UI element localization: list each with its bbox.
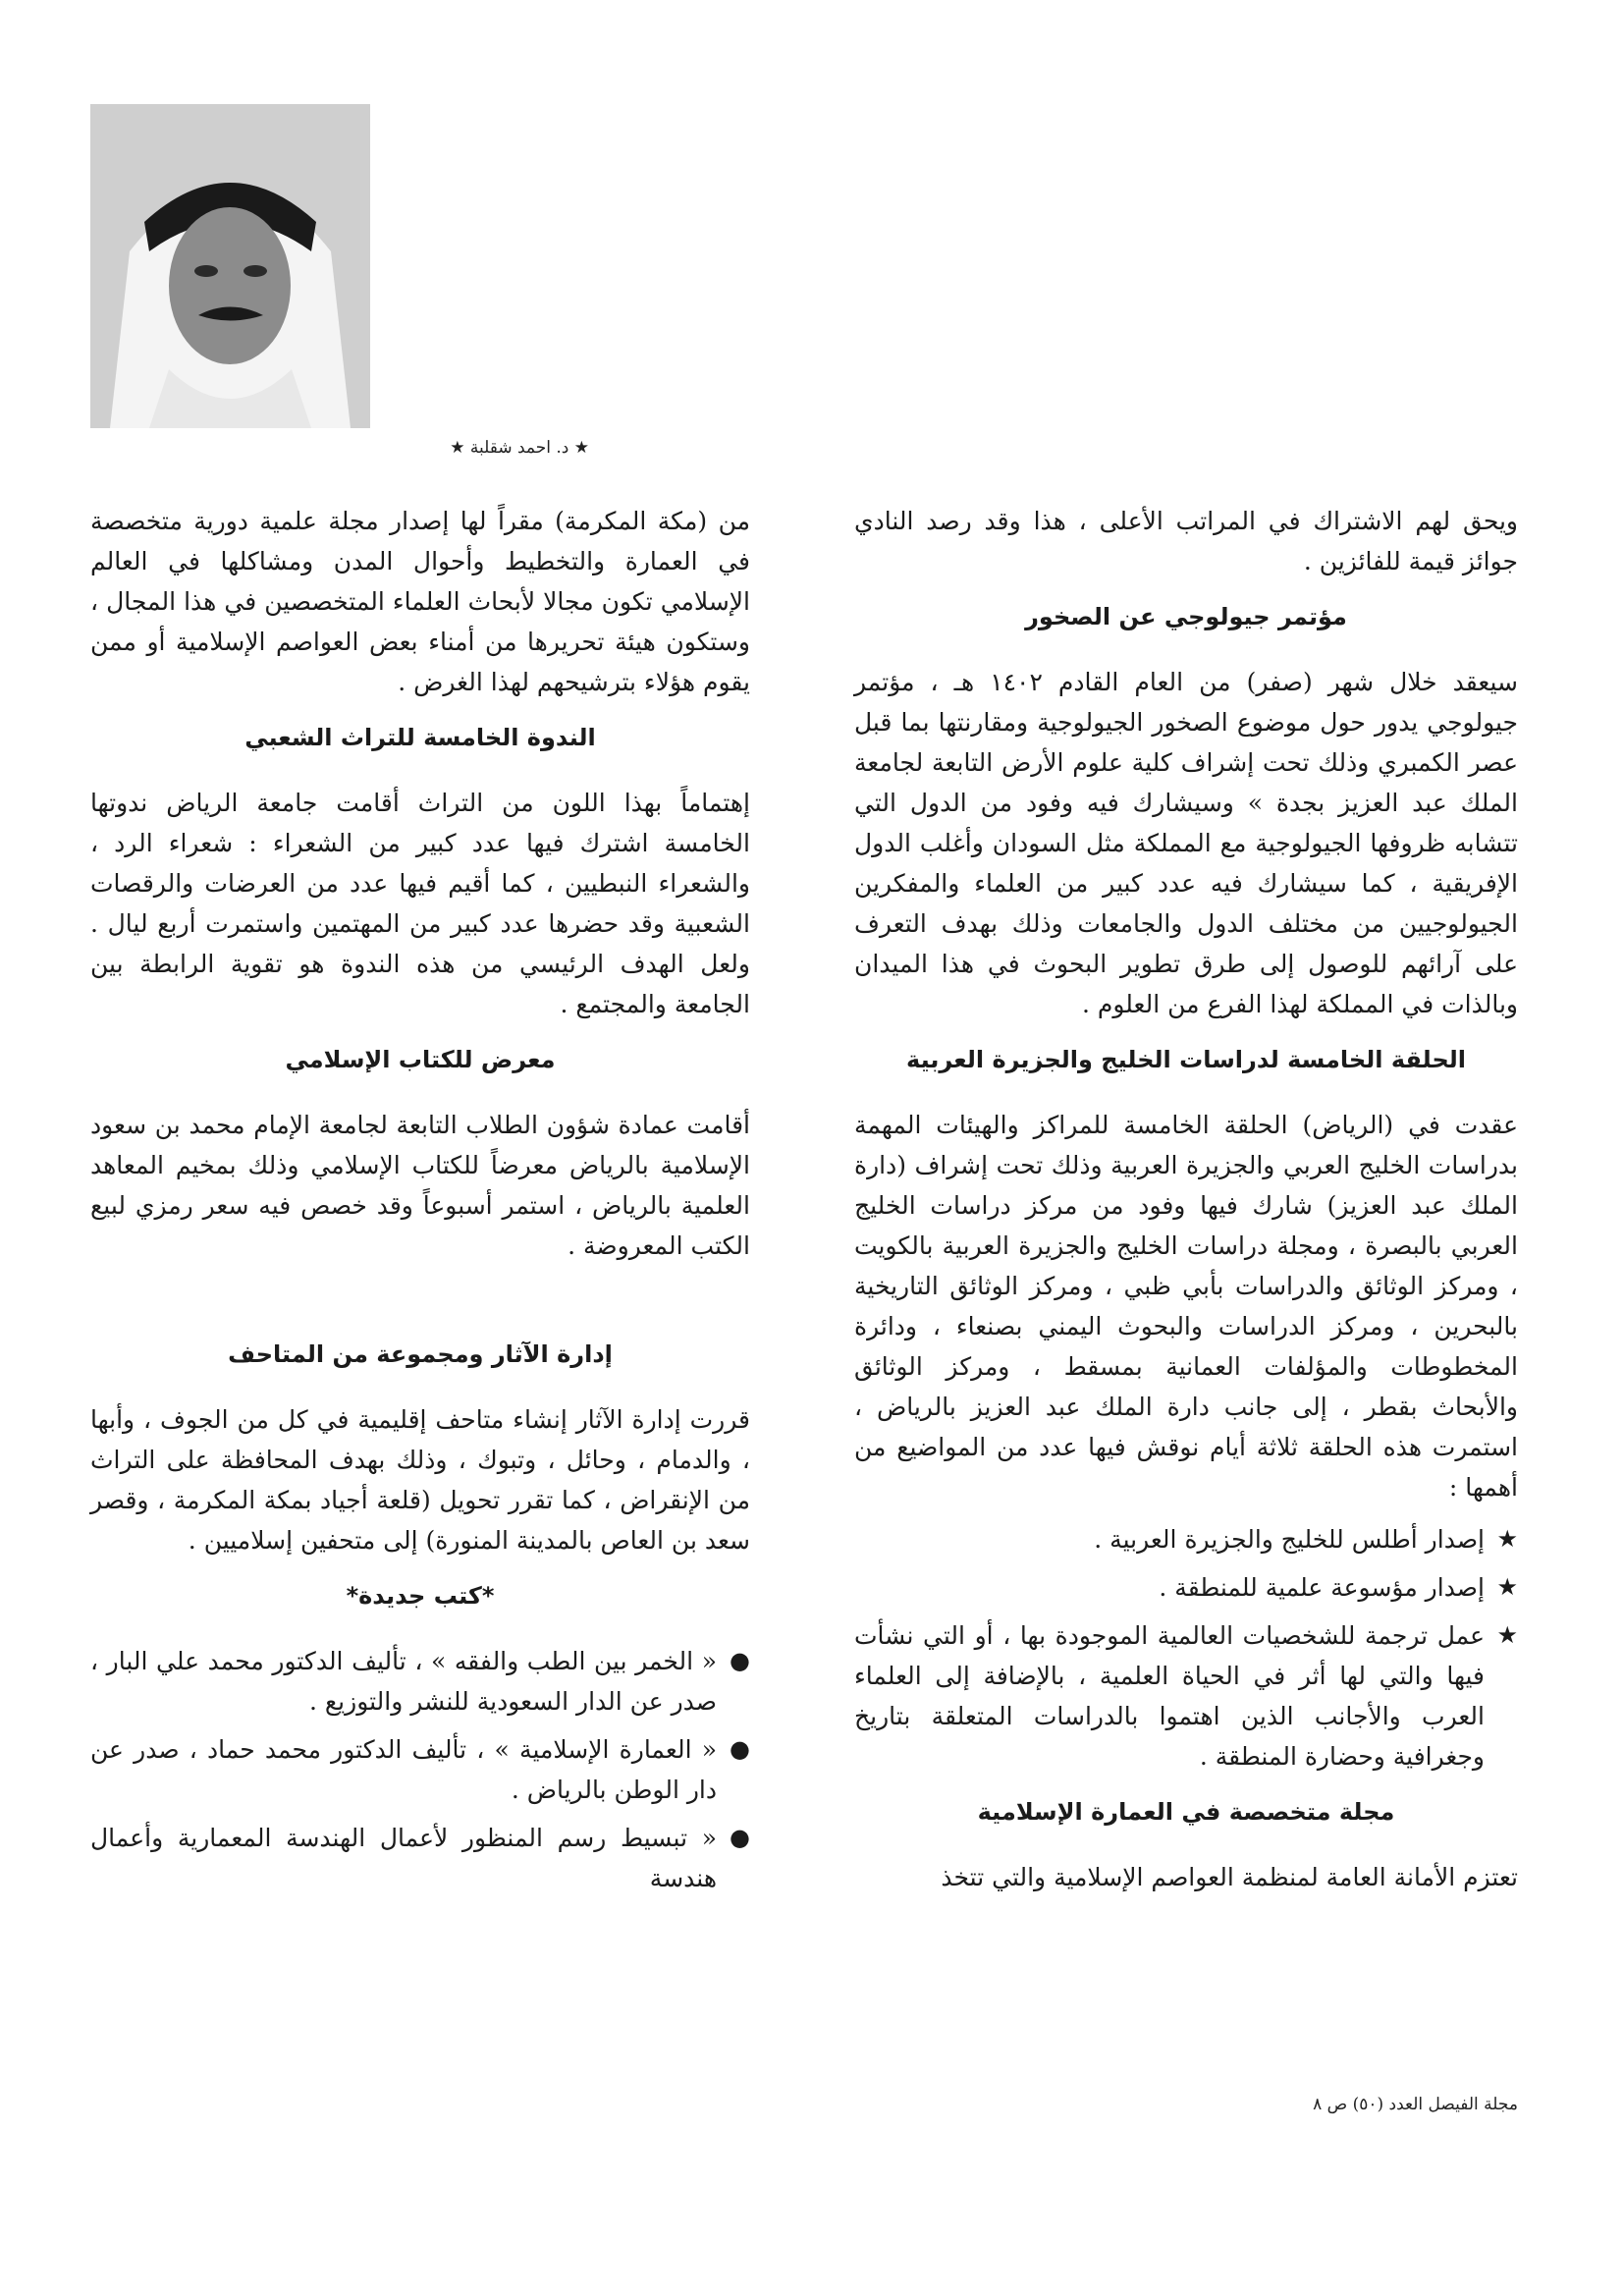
folk-heritage-paragraph: إهتماماً بهذا اللون من التراث أقامت جامعة الرياض ندوتها الخامسة اشترك فيها عدد كبير من الشعراء : شعراء الرد ، والشعراء النبطيين ، كما أقيم فيها عدد من العرضات والرقصات الشعبية وقد حضرها عدد كبير من المهتمين واستمرت أربع ليال . ولعل الهدف الرئيسي من هذه الندوة هو تقوية الرابطة بين الجامعة والمجتمع . — [90, 789, 750, 1018]
star-icon: ★ — [1496, 1525, 1518, 1553]
right-column — [854, 501, 1518, 1909]
intro-paragraph: ويحق لهم الاشتراك في المراتب الأعلى ، هذا وقد رصد النادي جوائز قيمة للفائزين . — [854, 507, 1518, 575]
star-icon: ★ — [1496, 1573, 1518, 1601]
gulf-topics-list — [854, 1519, 1518, 1777]
bullet-dot-icon: ● — [730, 1824, 750, 1851]
antiquities-paragraph: قررت إدارة الآثار إنشاء متاحف إقليمية في كل من الجوف ، وأبها ، والدمام ، وحائل ، وتبوك ، وذلك بهدف المحافظة على التراث من الإنقراض ، كما تقرر تحويل (قلعة أجياد بمكة المكرمة ، وقصر سعد بن العاص بالمدينة المنورة) إلى متحفين إسلاميين . — [90, 1405, 750, 1555]
list-item: ● « تبسيط رسم المنظور لأعمال الهندسة المعمارية وأعمال هندسة — [90, 1818, 750, 1898]
section-heading-antiquities: إدارة الآثار ومجموعة من المتاحف — [228, 1340, 613, 1368]
list-item: ● « الخمر بين الطب والفقه » ، تأليف الدكتور محمد علي البار ، صدر عن الدار السعودية للنشر والتوزيع . — [90, 1641, 750, 1722]
geology-paragraph: سيعقد خلال شهر (صفر) من العام القادم ١٤٠٢ هـ ، مؤتمر جيولوجي يدور حول موضوع الصخور الجيولوجية ومقارنتها بما قبل عصر الكمبري وذلك تحت إشراف كلية علوم الأرض التابعة لجامعة الملك عبد العزيز بجدة » وسيشارك فيه وفود من الدول التي تتشابه ظروفها الجيولوجية مع المملكة مثل السودان وأغلب الدول الإفريقية ، كما سيشارك فيه عدد كبير من العلماء والمفكرين الجيولوجيين من مختلف الدول والجامعات وذلك بهدف التعرف على آرائهم للوصول إلى طرق تطوير البحوث في هذا الميدان وبالذات في المملكة لهذا الفرع من العلوم . — [854, 668, 1518, 1018]
section-heading-gulf-studies: الحلقة الخامسة لدراسات الخليج والجزيرة العربية — [906, 1046, 1466, 1073]
book-fair-paragraph: أقامت عمادة شؤون الطلاب التابعة لجامعة الإمام محمد بن سعود الإسلامية بالرياض معرضاً للكتاب الإسلامي وذلك بمخيم المعاهد العلمية بالرياض ، استمر أسبوعاً وقد خصص فيه سعر رمزي لبيع الكتب المعروضة . — [90, 1111, 750, 1260]
list-item: ● « العمارة الإسلامية » ، تأليف الدكتور محمد حماد ، صدر عن دار الوطن بالرياض . — [90, 1729, 750, 1810]
architecture-journal-paragraph: تعتزم الأمانة العامة لمنظمة العواصم الإسلامية والتي تتخذ — [941, 1863, 1518, 1891]
bullet-dot-icon: ● — [730, 1735, 750, 1763]
left-column — [90, 501, 750, 1906]
star-icon: ★ — [1496, 1621, 1518, 1649]
section-heading-book-fair: معرض للكتاب الإسلامي — [285, 1046, 556, 1073]
photo-caption: ★ د. احمد شقلبة ★ — [450, 438, 589, 458]
architecture-continued-paragraph: من (مكة المكرمة) مقراً لها إصدار مجلة علمية دورية متخصصة في العمارة والتخطيط وأحوال المدن ومشاكلها في العالم الإسلامي تكون مجالا لأبحاث العلماء المتخصصين في هذا المجال ، وستكون هيئة تحريرها من أمناء بعض العواصم الإسلامية أو ممن يقوم هؤلاء بترشيحهم لهذا الغرض . — [90, 507, 750, 696]
section-heading-new-books: *كتب جديدة* — [346, 1582, 495, 1610]
list-item: ★ عمل ترجمة للشخصيات العالمية الموجودة بها ، أو التي نشأت فيها والتي لها أثر في الحياة العلمية ، بالإضافة إلى العلماء العرب والأجانب الذين اهتموا بالدراسات المتعلقة بتاريخ وجغرافية وحضارة المنطقة . — [854, 1615, 1518, 1777]
section-heading-architecture-journal: مجلة متخصصة في العمارة الإسلامية — [977, 1798, 1395, 1826]
list-item: ★ إصدار أطلس للخليج والجزيرة العربية . — [854, 1519, 1518, 1559]
page-footer: مجلة الفيصل العدد (٥٠) ص ٨ — [1313, 2095, 1518, 2114]
list-item: ★ إصدار مؤسوعة علمية للمنطقة . — [854, 1567, 1518, 1608]
portrait-illustration — [90, 104, 370, 428]
portrait-photo — [90, 104, 370, 428]
bullet-dot-icon: ● — [730, 1647, 750, 1674]
new-books-list — [90, 1641, 750, 1898]
section-heading-folk-heritage: الندوة الخامسة للتراث الشعبي — [244, 724, 596, 751]
gulf-studies-paragraph: عقدت في (الرياض) الحلقة الخامسة للمراكز والهيئات المهمة بدراسات الخليج العربي والجزيرة العربية وذلك تحت إشراف (دارة الملك عبد العزيز) شارك فيها وفود من مركز دراسات الخليج العربي بالبصرة ، ومجلة دراسات الخليج والجزيرة العربية بالكويت ، ومركز الوثائق والدراسات بأبي ظبي ، ومركز الوثائق التاريخية بالبحرين ، ومركز الدراسات والبحوث اليمني بصنعاء ، ودائرة المخطوطات والمؤلفات العمانية بمسقط ، ومركز الوثائق والأبحاث بقطر ، إلى جانب دارة الملك عبد العزيز بالرياض ، استمرت هذه الحلقة ثلاثة أيام نوقش فيها عدد من المواضيع من أهمها : — [854, 1111, 1518, 1502]
section-heading-geology: مؤتمر جيولوجي عن الصخور — [1025, 603, 1347, 630]
